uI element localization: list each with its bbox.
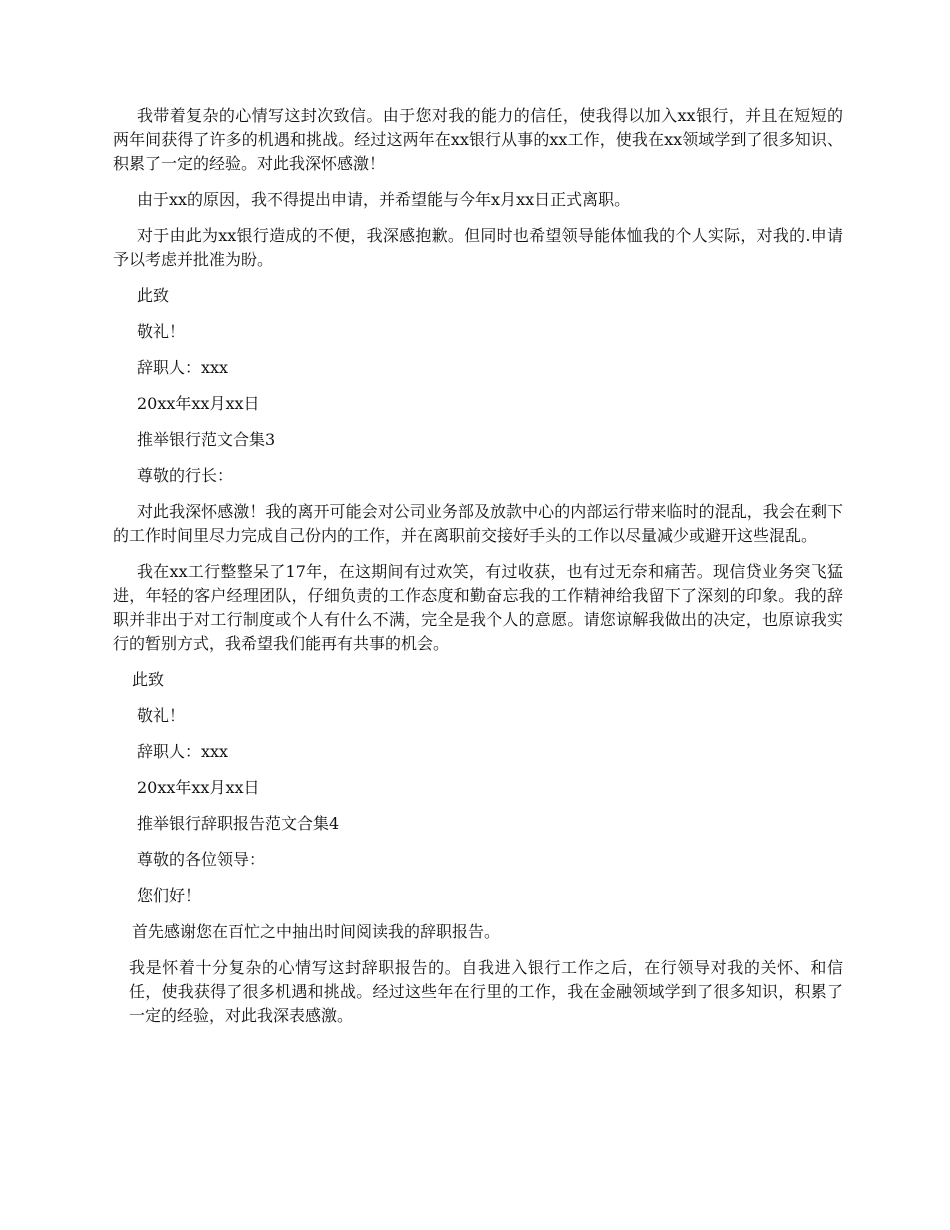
closing-salutation: 此致 bbox=[137, 286, 170, 305]
paragraph-gratitude: 对此我深怀感激！我的离开可能会对公司业务部及放款中心的内部运行带来临时的混乱，我会在剩下的工作时间里尽力完成自己份内的工作，并在离职前交接好手头的工作以尽量减少或避开这些混乱。 bbox=[113, 502, 843, 545]
paragraph-closing-report-text: 我是怀着十分复杂的心情写这封辞职报告的。自我进入银行工作之后，在行领导对我的关怀、和信任，使我获得了很多机遇和挑战。经过这些年在行里的工作，我在金融领域学到了很多知识，积累了一定的经验，对此我深表感激。 bbox=[129, 958, 843, 1025]
paragraph-reason: 由于xx的原因，我不得提出申请，并希望能与今年x月xx日正式离职。 bbox=[137, 190, 631, 209]
paragraph-apology: 对于由此为xx银行造成的不便，我深感抱歉。但同时也希望领导能体恤我的个人实际，对我的.申请予以考虑并批准为盼。 bbox=[113, 226, 843, 269]
section-heading: 推举银行辞职报告范文合集4 bbox=[137, 814, 340, 833]
paragraph-opening: 我带着复杂的心情写这封次致信。由于您对我的能力的信任，使我得以加入xx银行，并且在短短的两年间获得了许多的机遇和挑战。经过这两年在xx银行从事的xx工作，使我在xx领域学到了很多知识、积累了一定的经验。对此我深怀感激！ bbox=[113, 106, 843, 173]
signature-name: 辞职人：xxx bbox=[137, 742, 229, 761]
signature-name: 辞职人：xxx bbox=[137, 358, 229, 377]
section-heading: 推举银行范文合集3 bbox=[137, 430, 276, 449]
closing-regards: 敬礼！ bbox=[137, 322, 186, 341]
paragraph-closing-report bbox=[113, 956, 843, 1028]
greeting: 尊敬的各位领导： bbox=[137, 850, 266, 869]
greeting-hello: 您们好！ bbox=[137, 886, 202, 905]
letter-document bbox=[113, 104, 843, 1028]
greeting: 尊敬的行长： bbox=[137, 466, 234, 485]
closing-regards: 敬礼！ bbox=[137, 706, 186, 725]
signature-date: 20xx年xx月xx日 bbox=[137, 394, 260, 413]
closing-salutation: 此致 bbox=[132, 670, 165, 689]
paragraph-experience: 我在xx工行整整呆了17年，在这期间有过欢笑，有过收获，也有过无奈和痛苦。现信贷业务突飞猛进，年轻的客户经理团队，仔细负责的工作态度和勤奋忘我的工作精神给我留下了深刻的印象。我的辞职并非出于对工行制度或个人有什么不满，完全是我个人的意愿。请您谅解我做出的决定，也原谅我实行的暂别方式，我希望我们能再有共事的机会。 bbox=[113, 562, 843, 653]
paragraph-thanks: 首先感谢您在百忙之中抽出时间阅读我的辞职报告。 bbox=[132, 922, 501, 941]
signature-date: 20xx年xx月xx日 bbox=[137, 778, 260, 797]
